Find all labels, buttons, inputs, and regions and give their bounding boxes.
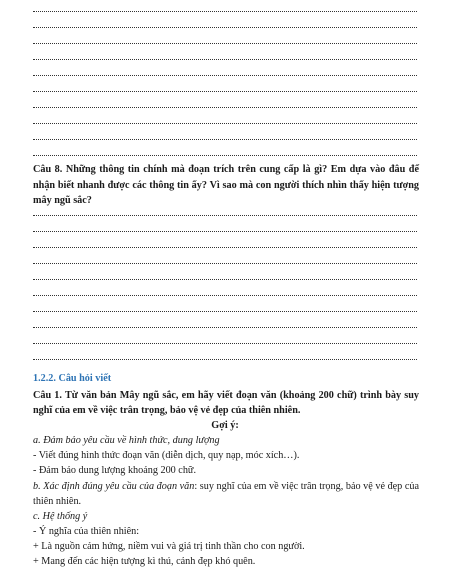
hint-c-line-2: + Là nguồn cảm hứng, niềm vui và giá trị tinh thần cho con người.	[33, 541, 305, 552]
answer-line	[33, 122, 417, 124]
answer-line	[33, 246, 417, 248]
hint-a-title: a. Đảm bảo yêu cầu về hình thức, dung lượng	[33, 435, 220, 446]
answer-line	[33, 26, 417, 28]
answer-line	[33, 294, 417, 296]
answer-line	[33, 90, 417, 92]
hint-title: Gợi ý:	[211, 420, 239, 431]
answer-line	[33, 74, 417, 76]
hint-b-text: : suy nghĩ của em về việc trân trọng, bảo vệ vẻ đẹp của thiên nhiên.	[33, 481, 420, 507]
answer-line	[33, 310, 417, 312]
answer-line	[33, 42, 417, 44]
hint-a-line-2: - Đảm bảo dung lượng khoảng 200 chữ.	[33, 465, 196, 476]
answer-line	[33, 214, 417, 216]
answer-line	[33, 10, 417, 12]
question-8: Câu 8. Những thông tin chính mà đoạn trích trên cung cấp là gì? Em dựa vào đâu để nhận biết nhanh được các thông tin ấy? Vì sao mà con người thích nhìn thấy hiện tượng mây ngũ sắc?	[33, 164, 419, 206]
hint-c-title: c. Hệ thống ý	[33, 511, 88, 522]
hint-c-line-1: - Ý nghĩa của thiên nhiên:	[33, 526, 140, 537]
section-heading: 1.2.2. Câu hỏi viết	[33, 373, 112, 384]
answer-line	[33, 262, 417, 264]
answer-line	[33, 58, 417, 60]
hint-a-line-1: - Viết đúng hình thức đoạn văn (diễn dịch, quy nạp, móc xích…).	[33, 450, 300, 461]
answer-line	[33, 326, 417, 328]
hint-c-line-3: + Mang đến các hiện tượng kì thú, cảnh đẹp khó quên.	[33, 556, 256, 567]
writing-question-1: Câu 1. Từ văn bản Mây ngũ sắc, em hãy viết đoạn văn (khoảng 200 chữ) trình bày suy nghĩ của em về việc trân trọng, bảo vệ vẻ đẹp của thiên nhiên.	[33, 390, 419, 416]
answer-line	[33, 138, 417, 140]
hint-b-label: b. Xác định đúng yêu cầu của đoạn văn	[33, 481, 195, 492]
hint-b	[33, 479, 419, 509]
answer-line	[33, 106, 417, 108]
answer-line	[33, 230, 417, 232]
answer-line	[33, 278, 417, 280]
answer-line	[33, 358, 417, 360]
answer-line	[33, 342, 417, 344]
answer-line	[33, 154, 417, 156]
